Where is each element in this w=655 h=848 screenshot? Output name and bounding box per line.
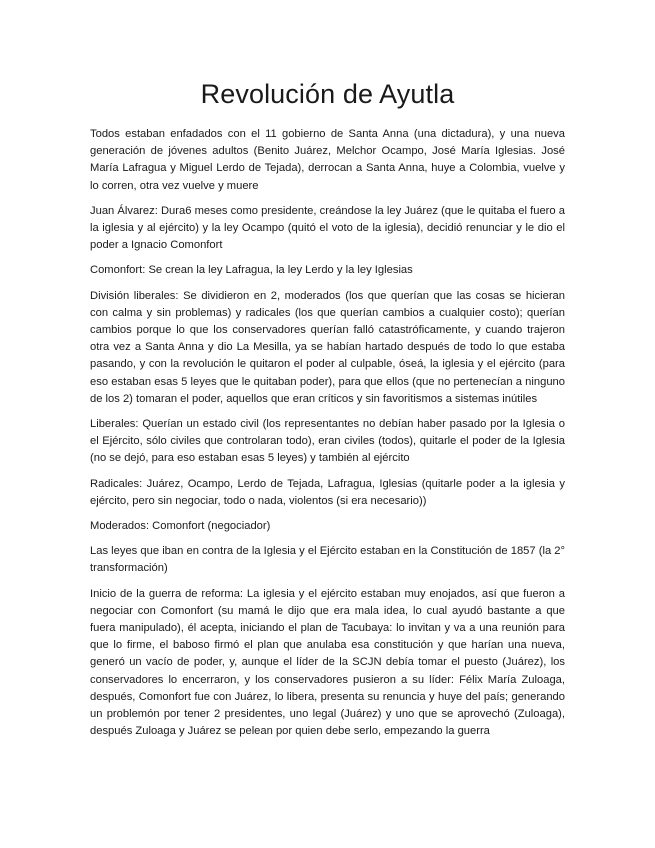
paragraph-santa-anna: Todos estaban enfadados con el 11 gobierno de Santa Anna (una dictadura), y una nueva generación de jóvenes adultos (Benito Juárez, Melchor Ocampo, José María Iglesias. José María Lafragua y Miguel Lerdo de Tejada), derrocan a Santa Anna, huye a Colombia, vuelve y lo corren, otra vez vuelve y muere	[90, 128, 565, 192]
paragraph-liberales: Liberales: Querían un estado civil (los representantes no debían haber pasado por la Iglesia o el Ejército, sólo civiles que controlaran todo), eran civiles (todos), quitarle el poder de la Iglesia (no se dejó, para eso estaban esas 5 leyes) y también al ejército	[90, 418, 565, 465]
document-title: Revolución de Ayutla	[200, 79, 455, 109]
paragraph-juan-alvarez: Juan Álvarez: Dura6 meses como presidente, creándose la ley Juárez (que le quitaba el fuero a la iglesia y al ejército) y la ley Ocampo (quitó el voto de la iglesia), decidió renunciar y le dio el poder a Ignacio Comonfort	[90, 204, 565, 252]
paragraph-moderados: Moderados: Comonfort (negociador)	[90, 520, 271, 533]
paragraph-comonfort: Comonfort: Se crean la ley Lafragua, la ley Lerdo y la ley Iglesias	[90, 264, 413, 277]
paragraph-division-liberales: División liberales: Se dividieron en 2, moderados (los que querían que las cosas se hicieran con calma y sin problemas) y radicales (los que querían cambios a cualquier costo); querían cambios porque lo que los conservadores querían falló catastróficamente, y cuando trajeron otra vez a Santa Anna y dio La Mesilla, ya se habían hartado después de todo lo que estaba pasando, y con la revolución le quitaron el poder al culpable, óseá, la iglesia y el ejército (para eso estaban esas 5 leyes que le quitaban poder), para que ellos (que no pertenecían a ninguno de los 2) tomaran el poder, aquellos que eran críticos y sin favoritismos a sistemas inútiles	[90, 289, 565, 405]
paragraph-radicales: Radicales: Juárez, Ocampo, Lerdo de Tejada, Lafragua, Iglesias (quitarle poder a la iglesia y ejército, pero sin negociar, todo o nada, violentos (si era necesario))	[90, 477, 565, 507]
paragraph-constitucion-1857: Las leyes que iban en contra de la Iglesia y el Ejército estaban en la Constitución de 1857 (la 2° transformación)	[90, 545, 565, 575]
paragraph-guerra-de-reforma: Inicio de la guerra de reforma: La iglesia y el ejército estaban muy enojados, así que fueron a negociar con Comonfort (su mamá le dijo que era mala idea, lo cual ayudó bastante a que fuera manipulado), él acepta, iniciando el plan de Tacubaya: lo invitan y va a una reunión para que lo firme, el baboso firmó el plan que anulaba esa constitución y que harían una nueva, generó un vacío de poder, y, aunque el líder de la SCJN debía tomar el puesto (Juárez), los conservadores lo encerraron, y los conservadores pusieron a su líder: Félix María Zuloaga, después, Comonfort fue con Juárez, lo libera, presenta su renuncia y huye del país; generando un problemón por tener 2 presidentes, uno legal (Juárez) y uno que se aprovechó (Zuloaga), después Zuloaga y Juárez se pelean por quien debe serlo, empezando la guerra	[90, 587, 565, 738]
